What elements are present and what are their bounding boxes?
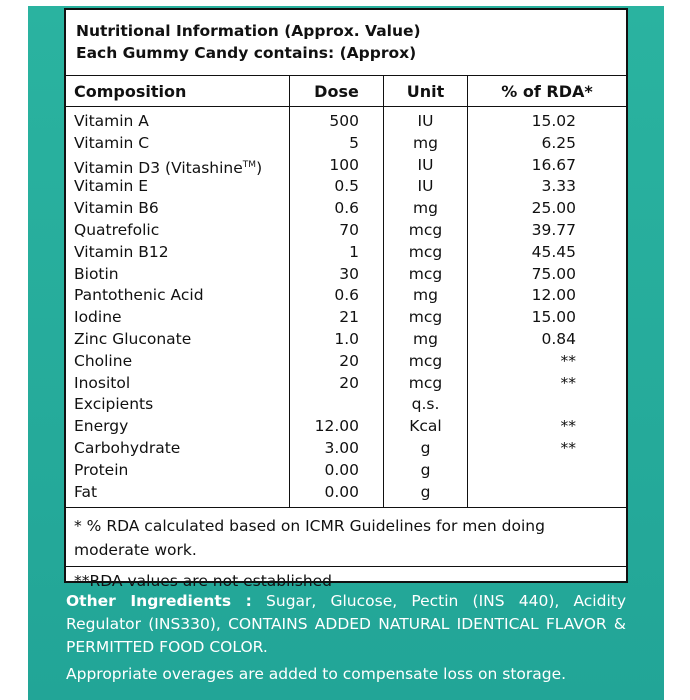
- row-unit: g: [420, 460, 431, 479]
- row-rda: 39.77: [531, 220, 576, 239]
- row-rda: [468, 482, 626, 504]
- row-rda: 16.67: [531, 155, 576, 174]
- row-unit: g: [420, 438, 431, 457]
- row-composition: [74, 198, 289, 220]
- row-unit: mcg: [408, 220, 443, 239]
- row-composition: [74, 285, 289, 307]
- row-composition: [74, 111, 289, 133]
- nutrition-table: [64, 8, 628, 590]
- row-unit: mg: [413, 133, 438, 152]
- not-established-footnote: **RDA values are not established: [66, 566, 626, 593]
- row-dose: 1: [349, 242, 359, 261]
- table-title: Nutritional Information (Approx. Value): [76, 22, 421, 40]
- composition-text: Vitamin B12: [74, 242, 169, 261]
- row-unit: mg: [413, 199, 438, 218]
- row-dose: 0.6: [334, 286, 359, 305]
- composition-text: Iodine: [74, 308, 122, 327]
- row-rda: [468, 460, 626, 482]
- row-unit: mcg: [408, 242, 443, 261]
- composition-text: Vitamin C: [74, 133, 150, 152]
- teal-panel: [28, 6, 664, 700]
- other-ingredients-list: Sugar, Glucose, Pectin (INS 440), Acidity Regulator (INS330), CONTAINS ADDED NATURAL IDENTICAL FLAVOR & PERMITTED FOOD COLOR.: [66, 592, 626, 656]
- row-unit: mcg: [408, 264, 443, 283]
- row-unit: g: [420, 482, 431, 501]
- row-unit: IU: [417, 177, 434, 196]
- row-unit: IU: [417, 155, 434, 174]
- row-composition: [74, 242, 289, 264]
- composition-text: Protein: [74, 460, 129, 479]
- rda-column: [468, 107, 626, 507]
- composition-text: Pantothenic Acid: [74, 286, 204, 305]
- row-rda: **: [560, 373, 576, 392]
- table-subtitle: Each Gummy Candy contains: (Approx): [76, 44, 417, 62]
- row-composition: [74, 482, 289, 504]
- composition-text-end: ): [256, 158, 263, 177]
- composition-text: Vitamin A: [74, 112, 149, 130]
- row-dose: 30: [339, 264, 359, 283]
- row-dose: 0.00: [324, 460, 359, 479]
- row-composition: [74, 307, 289, 329]
- row-dose: 1.0: [334, 329, 359, 348]
- composition-text: Quatrefolic: [74, 220, 160, 239]
- row-unit: mcg: [408, 351, 443, 370]
- composition-text: Zinc Gluconate: [74, 329, 192, 348]
- overage-note: Appropriate overages are added to compensate loss on storage.: [66, 665, 567, 683]
- other-ingredients: [66, 590, 626, 686]
- row-rda: 3.33: [541, 177, 576, 196]
- column-headers: [66, 76, 626, 107]
- row-unit: mg: [413, 329, 438, 348]
- row-rda: 6.25: [541, 133, 576, 152]
- row-composition: [74, 416, 289, 438]
- row-composition: [74, 460, 289, 482]
- row-composition: [74, 394, 289, 416]
- row-rda: 25.00: [531, 199, 576, 218]
- row-composition: [74, 264, 289, 286]
- row-unit: q.s.: [411, 395, 440, 414]
- row-dose: 12.00: [314, 417, 359, 436]
- row-rda: 45.45: [531, 242, 576, 261]
- row-dose: 100: [329, 155, 359, 174]
- row-dose: 0.5: [334, 177, 359, 196]
- row-dose: 3.00: [324, 438, 359, 457]
- row-rda: 0.84: [541, 329, 576, 348]
- composition-text: Excipients: [74, 395, 154, 414]
- row-rda: [468, 394, 626, 416]
- composition-text: Vitamin E: [74, 177, 149, 196]
- composition-text: Biotin: [74, 264, 119, 283]
- composition-text: Carbohydrate: [74, 438, 181, 457]
- composition-text: Fat: [74, 482, 98, 501]
- row-composition: [74, 176, 289, 198]
- row-composition: [74, 329, 289, 351]
- col-composition: Composition: [66, 76, 290, 106]
- row-composition: [74, 351, 289, 373]
- row-unit: mg: [413, 286, 438, 305]
- row-rda: 15.02: [531, 112, 576, 130]
- row-composition: [74, 373, 289, 395]
- row-rda: 12.00: [531, 286, 576, 305]
- row-dose: 0.6: [334, 199, 359, 218]
- table-header: [66, 10, 626, 76]
- row-composition: [74, 438, 289, 460]
- row-rda: 75.00: [531, 264, 576, 283]
- unit-column: [384, 107, 468, 507]
- row-dose: 5: [349, 133, 359, 152]
- table-footnotes: [66, 508, 626, 593]
- other-ingredients-text: [66, 590, 626, 659]
- dose-column: [290, 107, 384, 507]
- row-rda: **: [560, 417, 576, 436]
- col-unit: Unit: [384, 76, 468, 106]
- row-unit: mcg: [408, 373, 443, 392]
- composition-column: [66, 107, 290, 507]
- row-unit: IU: [417, 112, 434, 130]
- col-rda: % of RDA*: [501, 81, 593, 101]
- other-ingredients-label: Other Ingredients :: [66, 592, 252, 610]
- row-unit: Kcal: [409, 417, 442, 436]
- row-dose: 70: [339, 220, 359, 239]
- composition-text: Choline: [74, 351, 133, 370]
- row-rda: 15.00: [531, 308, 576, 327]
- trademark-superscript: TM: [242, 159, 257, 170]
- row-rda: **: [560, 351, 576, 370]
- table-body: [66, 107, 626, 508]
- composition-text: Vitamin B6: [74, 199, 159, 218]
- rda-footnote: * % RDA calculated based on ICMR Guidelines for men doing moderate work.: [74, 517, 545, 559]
- row-dose: 500: [329, 112, 359, 130]
- row-unit: mcg: [408, 308, 443, 327]
- row-dose: 20: [339, 351, 359, 370]
- composition-text: Energy: [74, 417, 129, 436]
- row-composition: [74, 133, 289, 155]
- col-dose: Dose: [290, 76, 384, 106]
- composition-text: Inositol: [74, 373, 131, 392]
- composition-text: Vitamin D3 (Vitashine: [74, 158, 243, 177]
- row-composition: [74, 155, 289, 177]
- row-composition: [74, 220, 289, 242]
- row-dose: [290, 394, 383, 416]
- row-dose: 21: [339, 308, 359, 327]
- row-dose: 20: [339, 373, 359, 392]
- row-rda: **: [560, 438, 576, 457]
- row-dose: 0.00: [324, 482, 359, 501]
